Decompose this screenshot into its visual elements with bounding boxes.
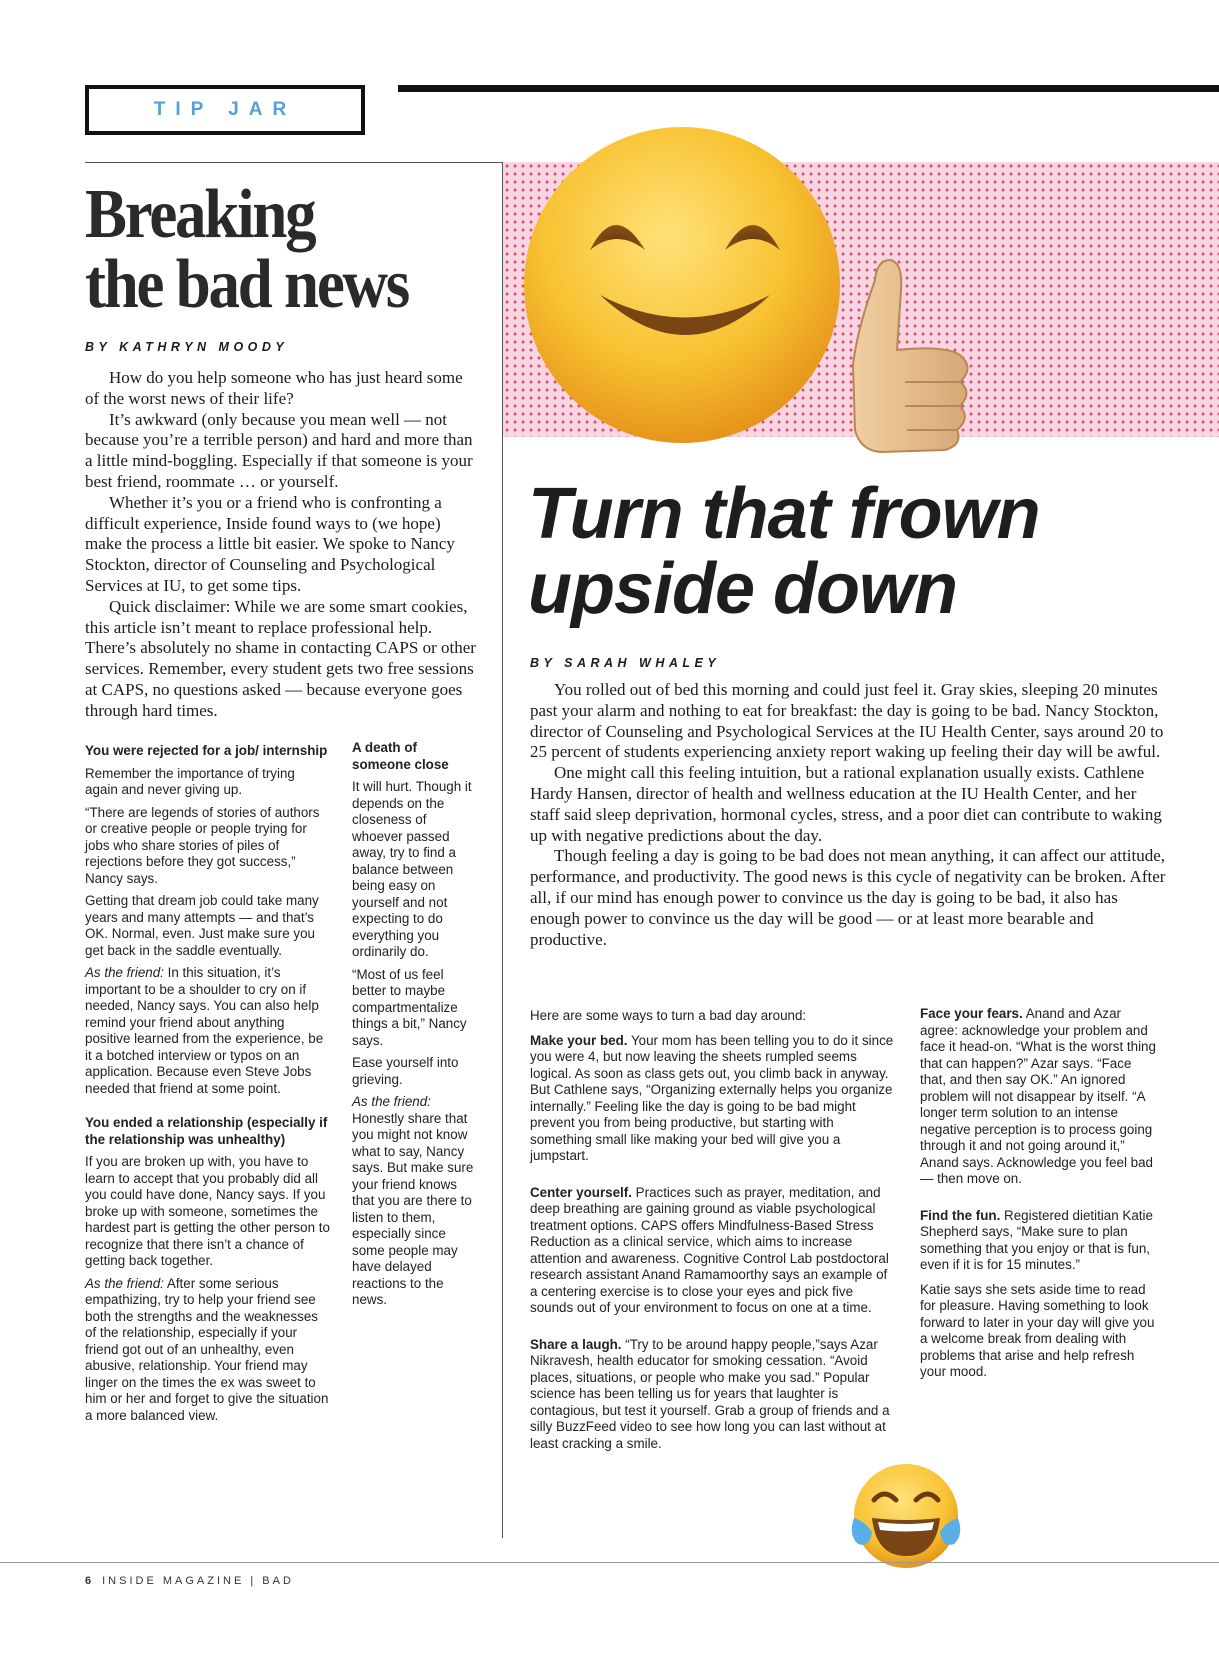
right-column-c bbox=[530, 1008, 895, 1460]
right-headline bbox=[528, 474, 1208, 629]
section-label: TIP JAR bbox=[153, 99, 297, 120]
footer bbox=[85, 1575, 294, 1587]
death-friend-text: Honestly share that you might not know what to say, Nancy says. But make sure your friend knows that you are there to listen to them, especially since some people may have delayed reactions to the news. bbox=[352, 1110, 474, 1307]
friend-label: As the friend: bbox=[85, 1275, 164, 1291]
right-headline-line1: Turn that frown bbox=[528, 474, 1040, 554]
tip-text: Registered dietitian Katie Shepherd says, “Make sure to plan something that you enjoy or that is fun, even if it is for 15 minutes.” bbox=[920, 1207, 1153, 1272]
left-column-a bbox=[85, 743, 330, 1430]
right-intro-paragraph: You rolled out of bed this morning and could just feel it. Gray skies, sleeping 20 minutes past your alarm and nothing to eat for breakfast: the day is going to be bad. Nancy Stockton, director of Counseling and Psychological Services at the IU Health Center, says around 20 to 25 percent of students experiencing anxiety report waking up feeling their day will be awful. bbox=[530, 680, 1164, 762]
left-intro-paragraph: How do you help someone who has just heard some of the worst news of their life? bbox=[85, 368, 463, 408]
tip-title: Face your fears. bbox=[920, 1006, 1023, 1021]
tip-text: Anand and Azar agree: acknowledge your problem and face it head-on. “What is the worst thing that can happen?” Azar says. “Face that, and then say OK.” An ignored problem will not disappear by itself. “A longer term solution to an intense negative perception is to process going through it and not going around it,” Anand says. Acknowledge you feel bad — then move on. bbox=[920, 1006, 1156, 1186]
death-paragraph: It will hurt. Though it depends on the closeness of whoever passed away, try to find a balance between being easy on yourself and not expecting to do everything you ordinarily do. bbox=[352, 779, 472, 959]
tips-lead-in: Here are some ways to turn a bad day around: bbox=[530, 1008, 807, 1023]
rejected-heading: You were rejected for a job/ internship bbox=[85, 743, 328, 758]
tip-text: “Try to be around happy people,”says Azar Nikravesh, health educator for smoking cessation. “Avoid places, situations, or people who make you sad.” Popular science has been telling us for years that laughter is contagious, but test it yourself. Grab a group of friends and a silly BuzzFeed video to see how long you can last without at least cracking a smile. bbox=[530, 1336, 890, 1451]
relationship-friend-text: After some serious empathizing, try to help your friend see both the strengths and the weaknesses of the relationship, especially if your friend got out of an unhealthy, even abusive, relationship. Your friend may linger on the times the ex was sweet to him or her and forget to give the situation a more balanced view. bbox=[85, 1275, 329, 1423]
rejected-paragraph: Remember the importance of trying again and never giving up. bbox=[85, 765, 295, 797]
rejected-paragraph: “There are legends of stories of authors or creative people or people trying for jobs who share stories of piles of rejections before they got success,” Nancy says. bbox=[85, 804, 320, 886]
smiling-emoji-thumbs-up-icon bbox=[505, 100, 1005, 470]
right-column-d bbox=[920, 1006, 1160, 1389]
closing-paragraph: Katie says she sets aside time to read for pleasure. Having something to look forward to later in your day will give you a welcome break from dealing with problems that arise and help refresh your mood. bbox=[920, 1281, 1155, 1379]
relationship-friend-paragraph bbox=[85, 1276, 330, 1425]
right-byline: BY SARAH WHALEY bbox=[530, 656, 721, 670]
friend-label: As the friend: bbox=[85, 965, 164, 980]
rejected-paragraph: Getting that dream job could take many years and many attempts — and that’s OK. Normal, even. Just make sure you get back in the saddle eventually. bbox=[85, 893, 319, 958]
tip-item bbox=[530, 1337, 895, 1453]
left-column-b bbox=[352, 740, 478, 1315]
tip-item bbox=[920, 1208, 1160, 1274]
left-intro-paragraph: Quick disclaimer: While we are some smart cookies, this article isn’t meant to replace professional help. There’s absolutely no shame in contacting CAPS or other services. Remember, every student gets two free sessions at CAPS, no questions asked — because everyone goes through hard times. bbox=[85, 596, 476, 720]
left-headline bbox=[85, 176, 445, 323]
tip-text: Your mom has been telling you to do it since you were 4, but now leaving the sheets rumpled seems logical. As soon as class gets out, you climb back in anyway. But Cathlene says, “Organizing externally helps you organize internally.” Feeling like the day is going to be bad might prevent you from being productive, but starting with something small like making your bed will give you a jumpstart. bbox=[530, 1032, 894, 1163]
rejected-friend-paragraph bbox=[85, 965, 330, 1097]
right-intro-paragraph: Though feeling a day is going to be bad does not mean anything, it can affect our attitude, performance, and productivity. The good news is this cycle of negativity can be broken. After all, if our mind has enough power to convince us the day is going to be bad, it also has enough power to convince us the day will be good — or at least more bearable and productive. bbox=[530, 846, 1166, 949]
relationship-heading: You ended a relationship (especially if the relationship was unhealthy) bbox=[85, 1115, 328, 1147]
tip-text: Practices such as prayer, meditation, and deep breathing are gaining ground as viable psychological treatment options. CAPS offers Mindfulness-Based Stress Reduction as a clinical service, which aims to increase attention and awareness. Cognitive Control Lab postdoctoral research assistant Anand Ramamoorthy says an example of a centering exercise is to close your eyes and pick five sounds out of your environment to focus on one at a time. bbox=[530, 1184, 889, 1315]
tip-title: Share a laugh. bbox=[530, 1336, 622, 1352]
rejected-friend-text: In this situation, it’s important to be a shoulder to cry on if needed, Nancy says. You can also help remind your friend about anything positive learned from the experience, be it a botched interview or typos on an application. Because even Steve Jobs needed that friend at some point. bbox=[85, 965, 324, 1096]
page-number: 6 bbox=[85, 1575, 95, 1587]
publication-name: INSIDE MAGAZINE | BAD bbox=[102, 1575, 294, 1587]
death-heading: A death of someone close bbox=[352, 740, 449, 772]
death-paragraph: Ease yourself into grieving. bbox=[352, 1055, 459, 1087]
left-headline-line2: the bad news bbox=[85, 246, 409, 323]
right-headline-line2: upside down bbox=[528, 549, 957, 629]
tip-item bbox=[530, 1185, 895, 1317]
tip-title: Center yourself. bbox=[530, 1184, 632, 1200]
right-intro bbox=[530, 680, 1170, 950]
left-intro-paragraph: It’s awkward (only because you mean well — not because you’re a terrible person) and hard and more than a little mind-boggling. Especially if that someone is your best friend, roommate … or yourself. bbox=[85, 409, 473, 491]
top-rule bbox=[398, 85, 1219, 92]
tip-item bbox=[530, 1033, 895, 1165]
tip-title: Find the fun. bbox=[920, 1207, 1001, 1223]
friend-label: As the friend: bbox=[352, 1094, 431, 1109]
section-label-box bbox=[85, 85, 365, 135]
relationship-paragraph: If you are broken up with, you have to learn to accept that you probably did all you could have done, Nancy says. If you broke up with someone, sometimes the hardest part is getting the other person to recognize that there isn’t a chance of getting back together. bbox=[85, 1154, 330, 1268]
death-paragraph: “Most of us feel better to maybe compartmentalize things a bit,” Nancy says. bbox=[352, 966, 467, 1048]
death-friend-paragraph bbox=[352, 1094, 478, 1309]
left-intro bbox=[85, 368, 480, 722]
tip-item bbox=[920, 1006, 1160, 1188]
left-headline-line1: Breaking bbox=[85, 176, 315, 253]
right-intro-paragraph: One might call this feeling intuition, but a rational explanation usually exists. Cathlene Hardy Hansen, director of health and wellness education at the IU Health Center, and her staff said sleep deprivation, hormonal cycles, stress, and a poor diet can contribute to waking up with negative predictions about the day. bbox=[530, 763, 1162, 845]
tip-title: Make your bed. bbox=[530, 1032, 628, 1048]
footer-rule bbox=[0, 1562, 1219, 1563]
tears-of-joy-emoji-icon bbox=[846, 1460, 966, 1572]
left-intro-paragraph: Whether it’s you or a friend who is confronting a difficult experience, Inside found ways to (we hope) make the process a little bit easier. We spoke to Nancy Stockton, director of Counseling and Psychological Services at IU, to get some tips. bbox=[85, 492, 455, 595]
left-byline: BY KATHRYN MOODY bbox=[85, 340, 289, 354]
